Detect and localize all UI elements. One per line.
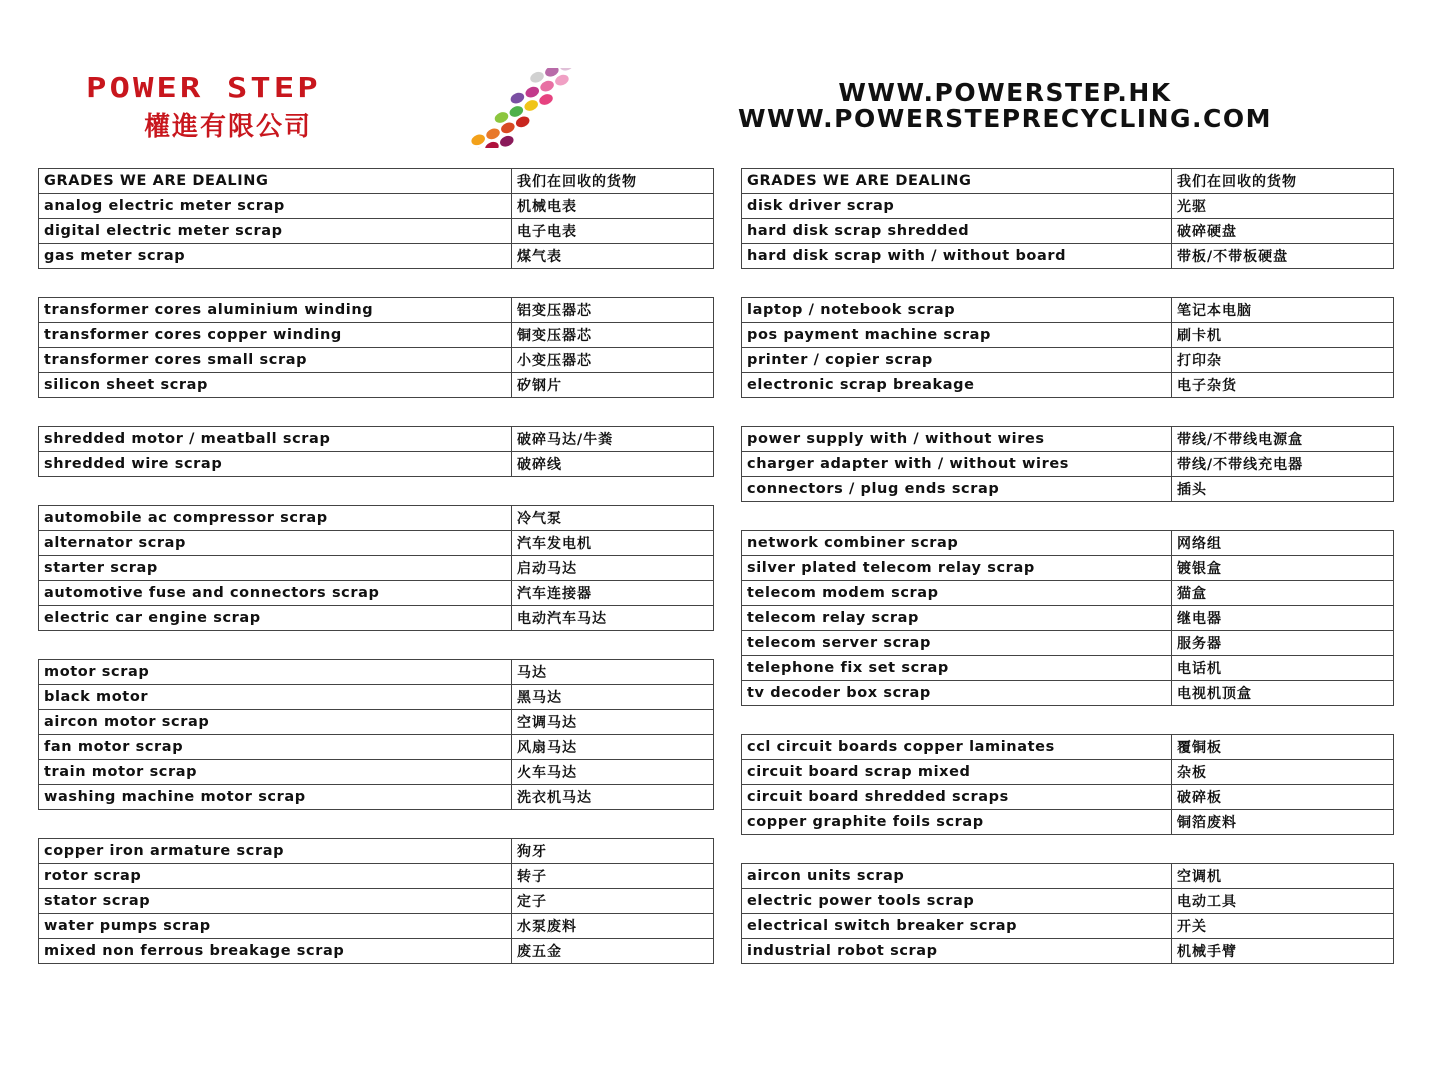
grade-name-chinese: 继电器	[1172, 606, 1394, 631]
grade-name-english: automotive fuse and connectors scrap	[39, 581, 512, 606]
grade-name-chinese: 废五金	[512, 939, 714, 964]
grades-table-group	[38, 659, 714, 810]
table-row	[39, 735, 714, 760]
grade-name-chinese: 电话机	[1172, 656, 1394, 681]
grade-name-chinese: 电子电表	[512, 219, 714, 244]
grade-name-english: connectors / plug ends scrap	[742, 477, 1172, 502]
grade-name-english: washing machine motor scrap	[39, 785, 512, 810]
header-cell-english: GRADES WE ARE DEALING	[742, 169, 1172, 194]
table-row	[39, 531, 714, 556]
grades-table-group	[741, 426, 1394, 502]
table-row	[39, 785, 714, 810]
url-powerstep-recycling[interactable]: WWW.POWERSTEPRECYCLING.COM	[737, 104, 1272, 133]
table-row	[742, 889, 1394, 914]
grade-name-english: hard disk scrap with / without board	[742, 244, 1172, 269]
grade-name-chinese: 镀银盒	[1172, 556, 1394, 581]
table-row	[742, 631, 1394, 656]
grade-name-english: copper iron armature scrap	[39, 839, 512, 864]
table-row	[742, 194, 1394, 219]
grades-table-group	[741, 168, 1394, 269]
grade-name-chinese: 带板/不带板硬盘	[1172, 244, 1394, 269]
grade-name-chinese: 机械手臂	[1172, 939, 1394, 964]
table-row	[742, 681, 1394, 706]
grade-name-chinese: 黑马达	[512, 685, 714, 710]
header-cell-english: GRADES WE ARE DEALING	[39, 169, 512, 194]
table-row	[39, 323, 714, 348]
table-row	[742, 656, 1394, 681]
grade-name-chinese: 破碎硬盘	[1172, 219, 1394, 244]
grades-table-group	[741, 530, 1394, 706]
grade-name-english: shredded motor / meatball scrap	[39, 427, 512, 452]
table-row	[39, 660, 714, 685]
grade-name-english: telecom modem scrap	[742, 581, 1172, 606]
table-row	[742, 760, 1394, 785]
table-header-row	[39, 169, 714, 194]
group-spacer	[38, 631, 714, 659]
grades-table-group	[38, 838, 714, 964]
grade-name-chinese: 火车马达	[512, 760, 714, 785]
grade-name-english: silver plated telecom relay scrap	[742, 556, 1172, 581]
grade-name-chinese: 刷卡机	[1172, 323, 1394, 348]
grade-name-chinese: 小变压器芯	[512, 348, 714, 373]
grade-name-chinese: 汽车连接器	[512, 581, 714, 606]
table-row	[39, 373, 714, 398]
grade-name-english: telecom server scrap	[742, 631, 1172, 656]
table-row	[742, 531, 1394, 556]
grade-name-chinese: 机械电表	[512, 194, 714, 219]
group-spacer	[741, 835, 1394, 863]
grade-name-english: telecom relay scrap	[742, 606, 1172, 631]
grade-name-chinese: 空调机	[1172, 864, 1394, 889]
header-cell-chinese: 我们在回收的货物	[512, 169, 714, 194]
grade-name-english: printer / copier scrap	[742, 348, 1172, 373]
table-row	[742, 581, 1394, 606]
grade-name-english: industrial robot scrap	[742, 939, 1172, 964]
grade-name-english: network combiner scrap	[742, 531, 1172, 556]
grade-name-chinese: 电子杂货	[1172, 373, 1394, 398]
table-row	[742, 427, 1394, 452]
grades-table-group	[741, 734, 1394, 835]
grade-name-english: power supply with / without wires	[742, 427, 1172, 452]
grade-name-chinese: 水泵废料	[512, 914, 714, 939]
grade-name-chinese: 煤气表	[512, 244, 714, 269]
table-row	[742, 735, 1394, 760]
grade-name-chinese: 马达	[512, 660, 714, 685]
grade-name-chinese: 电动工具	[1172, 889, 1394, 914]
grade-name-chinese: 洗衣机马达	[512, 785, 714, 810]
table-row	[39, 219, 714, 244]
brand-name-en: POWER STEP	[86, 72, 321, 104]
grade-name-english: circuit board shredded scraps	[742, 785, 1172, 810]
grades-table-group	[741, 863, 1394, 964]
grade-name-chinese: 转子	[512, 864, 714, 889]
table-row	[742, 810, 1394, 835]
grades-table-group	[38, 297, 714, 398]
grade-name-chinese: 空调马达	[512, 710, 714, 735]
grade-name-english: aircon motor scrap	[39, 710, 512, 735]
page-header	[0, 0, 1440, 165]
grades-table-group	[741, 297, 1394, 398]
grade-name-english: tv decoder box scrap	[742, 681, 1172, 706]
grade-name-english: transformer cores copper winding	[39, 323, 512, 348]
table-row	[742, 244, 1394, 269]
grades-table-group	[38, 505, 714, 631]
table-row	[742, 348, 1394, 373]
grade-name-english: gas meter scrap	[39, 244, 512, 269]
grade-name-english: mixed non ferrous breakage scrap	[39, 939, 512, 964]
table-row	[742, 452, 1394, 477]
grade-name-chinese: 破碎板	[1172, 785, 1394, 810]
grade-name-english: electric power tools scrap	[742, 889, 1172, 914]
grade-name-english: alternator scrap	[39, 531, 512, 556]
table-row	[39, 939, 714, 964]
grades-table-group	[38, 168, 714, 269]
grade-name-english: electrical switch breaker scrap	[742, 914, 1172, 939]
grade-name-english: starter scrap	[39, 556, 512, 581]
table-header-row	[742, 169, 1394, 194]
company-logo	[82, 68, 602, 148]
grade-name-english: shredded wire scrap	[39, 452, 512, 477]
grade-name-english: telephone fix set scrap	[742, 656, 1172, 681]
table-row	[39, 556, 714, 581]
group-spacer	[741, 502, 1394, 530]
grade-name-chinese: 破碎线	[512, 452, 714, 477]
table-row	[742, 323, 1394, 348]
grade-name-chinese: 带线/不带线充电器	[1172, 452, 1394, 477]
grade-name-english: stator scrap	[39, 889, 512, 914]
grade-name-chinese: 冷气泵	[512, 506, 714, 531]
grade-name-english: automobile ac compressor scrap	[39, 506, 512, 531]
grade-name-chinese: 风扇马达	[512, 735, 714, 760]
grade-name-chinese: 定子	[512, 889, 714, 914]
group-spacer	[38, 477, 714, 505]
group-spacer	[38, 810, 714, 838]
table-row	[39, 606, 714, 631]
grade-name-english: pos payment machine scrap	[742, 323, 1172, 348]
grade-name-chinese: 笔记本电脑	[1172, 298, 1394, 323]
url-powerstep-hk[interactable]: WWW.POWERSTEP.HK	[838, 78, 1172, 107]
grade-name-chinese: 带线/不带线电源盒	[1172, 427, 1394, 452]
table-row	[39, 581, 714, 606]
grade-name-chinese: 猫盒	[1172, 581, 1394, 606]
group-spacer	[741, 706, 1394, 734]
group-spacer	[741, 269, 1394, 297]
grade-name-chinese: 铝变压器芯	[512, 298, 714, 323]
grade-name-english: silicon sheet scrap	[39, 373, 512, 398]
grade-name-chinese: 铜变压器芯	[512, 323, 714, 348]
grade-name-chinese: 破碎马达/牛粪	[512, 427, 714, 452]
grade-name-chinese: 服务器	[1172, 631, 1394, 656]
grade-name-chinese: 开关	[1172, 914, 1394, 939]
brand-name-zh: 權進有限公司	[144, 112, 313, 142]
grade-name-chinese: 铜箔废料	[1172, 810, 1394, 835]
grade-name-chinese: 打印杂	[1172, 348, 1394, 373]
grade-name-english: aircon units scrap	[742, 864, 1172, 889]
grades-table-group	[38, 426, 714, 477]
grade-name-chinese: 覆铜板	[1172, 735, 1394, 760]
table-row	[39, 710, 714, 735]
table-row	[39, 452, 714, 477]
group-spacer	[38, 398, 714, 426]
table-row	[39, 914, 714, 939]
grade-name-english: analog electric meter scrap	[39, 194, 512, 219]
website-urls	[640, 80, 1370, 132]
grade-name-chinese: 矽钢片	[512, 373, 714, 398]
grade-name-chinese: 杂板	[1172, 760, 1394, 785]
grade-name-chinese: 光驱	[1172, 194, 1394, 219]
table-row	[742, 219, 1394, 244]
table-row	[742, 785, 1394, 810]
table-row	[742, 606, 1394, 631]
grade-name-english: disk driver scrap	[742, 194, 1172, 219]
grade-name-english: digital electric meter scrap	[39, 219, 512, 244]
table-row	[39, 839, 714, 864]
table-row	[742, 298, 1394, 323]
grade-name-english: fan motor scrap	[39, 735, 512, 760]
table-row	[39, 889, 714, 914]
table-row	[742, 939, 1394, 964]
grade-name-english: hard disk scrap shredded	[742, 219, 1172, 244]
grade-name-english: laptop / notebook scrap	[742, 298, 1172, 323]
table-row	[742, 914, 1394, 939]
table-row	[39, 864, 714, 889]
grade-name-english: copper graphite foils scrap	[742, 810, 1172, 835]
header-cell-chinese: 我们在回收的货物	[1172, 169, 1394, 194]
grade-name-english: rotor scrap	[39, 864, 512, 889]
grade-name-chinese: 插头	[1172, 477, 1394, 502]
table-row	[39, 685, 714, 710]
left-grades-column	[38, 168, 714, 964]
table-row	[39, 348, 714, 373]
grade-name-english: ccl circuit boards copper laminates	[742, 735, 1172, 760]
grade-name-chinese: 电动汽车马达	[512, 606, 714, 631]
grade-name-english: electronic scrap breakage	[742, 373, 1172, 398]
grade-name-english: motor scrap	[39, 660, 512, 685]
grade-name-english: electric car engine scrap	[39, 606, 512, 631]
grade-name-chinese: 启动马达	[512, 556, 714, 581]
table-row	[39, 194, 714, 219]
grade-name-chinese: 电视机顶盒	[1172, 681, 1394, 706]
grade-name-english: circuit board scrap mixed	[742, 760, 1172, 785]
right-grades-column	[741, 168, 1394, 964]
grade-name-english: black motor	[39, 685, 512, 710]
grade-name-english: charger adapter with / without wires	[742, 452, 1172, 477]
grade-name-english: water pumps scrap	[39, 914, 512, 939]
grade-name-chinese: 网络组	[1172, 531, 1394, 556]
table-row	[742, 556, 1394, 581]
table-row	[39, 506, 714, 531]
table-row	[39, 244, 714, 269]
grade-name-english: transformer cores small scrap	[39, 348, 512, 373]
grade-name-english: train motor scrap	[39, 760, 512, 785]
grade-name-chinese: 汽车发电机	[512, 531, 714, 556]
grade-name-chinese: 狗牙	[512, 839, 714, 864]
table-row	[39, 760, 714, 785]
group-spacer	[38, 269, 714, 297]
table-row	[742, 373, 1394, 398]
table-row	[39, 298, 714, 323]
group-spacer	[741, 398, 1394, 426]
table-row	[39, 427, 714, 452]
table-row	[742, 864, 1394, 889]
table-row	[742, 477, 1394, 502]
grade-name-english: transformer cores aluminium winding	[39, 298, 512, 323]
